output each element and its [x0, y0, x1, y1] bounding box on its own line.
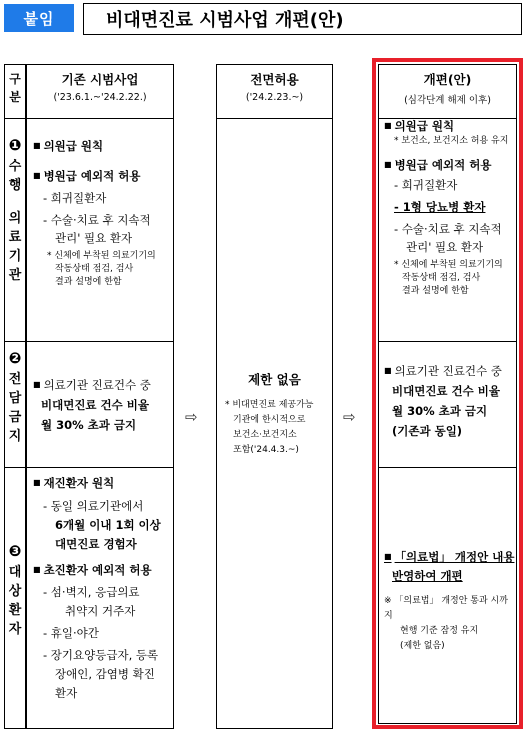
no-restriction-text: 제한 없음: [248, 372, 301, 387]
revised-post-surgery-cont: 관리' 필요 환자: [406, 240, 484, 254]
row3-label-char: 대: [8, 565, 22, 580]
row3-number: ❸: [8, 542, 22, 560]
existing-six-months: 6개월 이내 1회 이상: [55, 518, 161, 532]
row3-label-char: 환: [8, 603, 22, 618]
row2-number: ❷: [8, 349, 22, 367]
badge-attachment: 붙임: [4, 4, 74, 32]
full-note-line4: 포함('24.4.3.~): [233, 445, 299, 455]
existing-row1: [33, 137, 171, 289]
row1-label-char: 기: [8, 249, 22, 264]
existing-column-period: ('23.6.1.~'24.2.22.): [53, 92, 147, 103]
existing-remote-area-cont: 취약지 거주자: [65, 604, 136, 618]
revised-row3: [384, 547, 516, 654]
row3-label: [5, 541, 25, 639]
existing-ratio-line2: 비대면진료 건수 비율: [41, 398, 149, 412]
full-column-title: 전면허용: [250, 72, 299, 87]
row1-label-char: 의: [8, 211, 22, 226]
row3-label-char: 상: [8, 584, 22, 599]
revised-ratio-line4: (기존과 동일): [392, 424, 463, 438]
revised-post-surgery: - 수술·치료 후 지속적: [394, 222, 502, 236]
revised-row2: [384, 361, 516, 441]
full-note-line3: 보건소·보건지소: [233, 430, 297, 440]
revised-item-clinic: ■ 의원급 원칙: [384, 117, 514, 135]
existing-holiday-night: - 휴일·야간: [43, 626, 99, 640]
existing-row2: [33, 375, 171, 435]
full-column-period: ('24.2.23.~): [245, 92, 304, 103]
existing-longterm-care-cont: 장애인, 감염병 확진: [55, 667, 155, 681]
existing-row3: [33, 473, 171, 703]
arrow-right-icon: ⇨: [185, 408, 198, 426]
row2-label: [5, 348, 25, 446]
existing-note: * 신체에 부착된 의료기기의: [47, 251, 156, 261]
revised-note-cont: 작동상태 점검, 검사: [402, 273, 481, 283]
label-column-header: 구 분: [5, 65, 25, 119]
existing-same-clinic: - 동일 의료기관에서: [43, 499, 144, 513]
row1-number: ❶: [8, 136, 22, 154]
revised-law-note2: 현행 기준 잠정 유지: [400, 626, 479, 636]
revised-note: * 신체에 부착된 의료기기의: [394, 260, 503, 270]
row2-label-char: 지: [8, 429, 22, 444]
revised-medical-law-line1: ■ 「의료법」 개정안 내용: [384, 547, 516, 567]
full-note-line2: 기관에 한시적으로: [233, 415, 306, 425]
revised-law-note3: (제한 없음): [400, 641, 445, 651]
revised-ratio-line2: 비대면진료 건수 비율: [392, 384, 500, 398]
row1-label-char: 수: [8, 159, 22, 174]
existing-item-hospital: ■ 병원급 예외적 허용: [33, 167, 171, 185]
revised-column-period: (심각단계 해제 이후): [404, 95, 491, 106]
revised-ratio-line1: ■ 의료기관 진료건수 중: [384, 361, 516, 381]
revised-item-hospital: ■ 병원급 예외적 허용: [384, 156, 514, 174]
row2-label-char: 전: [8, 372, 22, 387]
existing-note-cont: 결과 설명에 한함: [55, 277, 122, 287]
revised-law-note1: ※ 「의료법」 개정안 통과 시까지: [384, 596, 508, 621]
existing-rare-disease: - 희귀질환자: [43, 191, 107, 205]
row1-label-char: 행: [8, 178, 22, 193]
existing-post-surgery-cont: 관리' 필요 환자: [55, 231, 133, 245]
existing-remote-area: - 섬·벽지, 응급의료: [43, 585, 140, 599]
existing-pilot-column: [26, 64, 174, 729]
revised-clinic-note: * 보건소, 보건지소 허용 유지: [394, 136, 509, 146]
existing-revisit-principle: ■ 재진환자 원칙: [33, 473, 171, 493]
label-column: [4, 64, 26, 729]
row1-label: [5, 135, 25, 285]
revised-type1-diabetes: - 1형 당뇨병 환자: [394, 200, 486, 214]
existing-note-cont: 작동상태 점검, 검사: [55, 264, 134, 274]
page-title: [83, 3, 522, 35]
row2-label-char: 담: [8, 391, 22, 406]
full-column-header: [217, 70, 332, 119]
row1-label-char: 료: [8, 230, 22, 245]
revised-medical-law-line2: 반영하여 개편: [392, 569, 463, 583]
revised-rare-disease: - 희귀질환자: [394, 178, 458, 192]
title-text: 비대면진료 시범사업 개편(안): [106, 10, 344, 31]
revised-row1: [384, 117, 514, 298]
full-note-line1: * 비대면진료 제공가능: [225, 400, 314, 410]
existing-column-header: [27, 70, 173, 119]
arrow-right-icon: ⇨: [343, 408, 356, 426]
existing-ratio-line1: ■ 의료기관 진료건수 중: [33, 375, 171, 395]
existing-post-surgery: - 수술·치료 후 지속적: [43, 213, 151, 227]
existing-ratio-line3: 월 30% 초과 금지: [41, 418, 137, 432]
existing-longterm-care: - 장기요양등급자, 등록: [43, 648, 159, 662]
revised-column-header: [379, 70, 516, 119]
existing-item-clinic: ■ 의원급 원칙: [33, 137, 171, 155]
row3-label-char: 자: [8, 622, 22, 637]
full-allowance-column: [216, 64, 333, 729]
revised-note-cont: 결과 설명에 한함: [402, 286, 469, 296]
existing-longterm-care-cont: 환자: [55, 686, 78, 700]
existing-column-title: 기존 시범사업: [61, 72, 139, 87]
revised-ratio-line3: 월 30% 초과 금지: [392, 404, 488, 418]
revised-column: [378, 64, 517, 724]
row1-label-char: 관: [8, 268, 22, 283]
row2-label-char: 금: [8, 410, 22, 425]
existing-face-to-face: 대면진료 경험자: [55, 537, 137, 551]
existing-first-visit: ■ 초진환자 예외적 허용: [33, 560, 171, 580]
full-content: [221, 370, 328, 458]
revised-column-title: 개편(안): [423, 72, 472, 87]
